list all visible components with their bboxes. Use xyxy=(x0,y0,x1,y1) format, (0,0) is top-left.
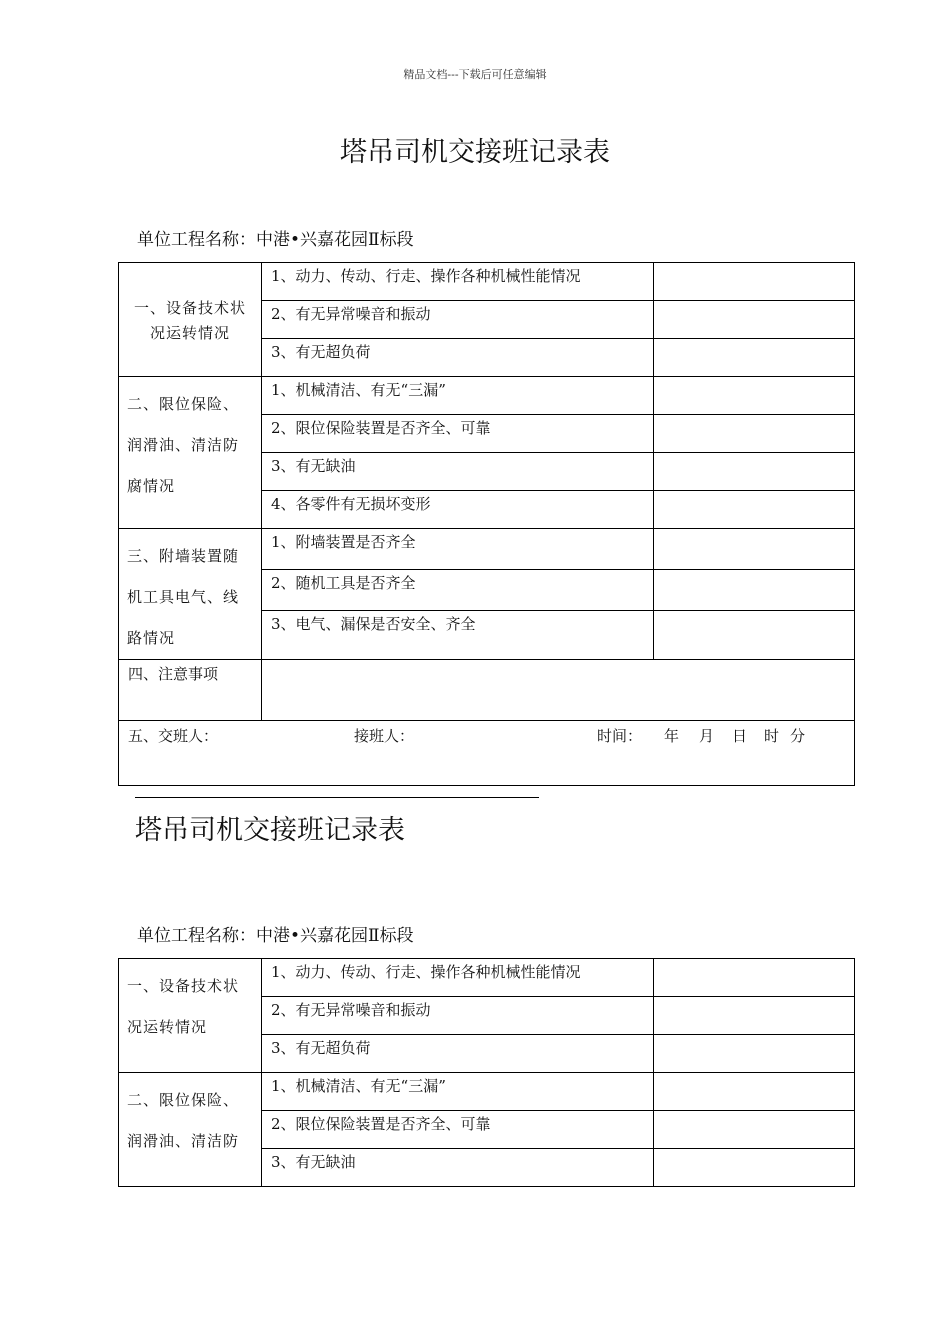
form1-section2-item: 3、有无缺油 xyxy=(262,453,654,491)
minute-label: 分 xyxy=(790,727,806,745)
form1-section1-check-cell[interactable] xyxy=(654,339,855,377)
form1-section1-label: 一、设备技术状况运转情况 xyxy=(119,263,262,377)
form1-section3-check-cell[interactable] xyxy=(654,570,855,611)
form1-section3-item: 2、随机工具是否齐全 xyxy=(262,570,654,611)
form1-section3-item: 3、电气、漏保是否安全、齐全 xyxy=(262,611,654,660)
form2-section1-item: 2、有无异常噪音和振动 xyxy=(262,997,654,1035)
form1-section1-check-cell[interactable] xyxy=(654,301,855,339)
month-label: 月 xyxy=(699,727,715,745)
form1-notes-field[interactable] xyxy=(262,660,855,721)
form2-section2-item: 3、有无缺油 xyxy=(262,1149,654,1187)
day-label: 日 xyxy=(732,727,748,745)
form2-title: 塔吊司机交接班记录表 xyxy=(135,815,405,846)
form1-section3-item: 1、附墙装置是否齐全 xyxy=(262,529,654,570)
form1-section1-item: 1、动力、传动、行走、操作各种机械性能情况 xyxy=(262,263,654,301)
form1-table xyxy=(118,262,855,786)
form1-section1-check-cell[interactable] xyxy=(654,263,855,301)
form1-section3-check-cell[interactable] xyxy=(654,611,855,660)
form2-section2-check-cell[interactable] xyxy=(654,1149,855,1187)
hour-label: 时 xyxy=(764,727,780,745)
form1-section2-item: 2、限位保险装置是否齐全、可靠 xyxy=(262,415,654,453)
form1-section1-item: 2、有无异常噪音和振动 xyxy=(262,301,654,339)
form2-section1-item: 3、有无超负荷 xyxy=(262,1035,654,1073)
form1-section1-item: 3、有无超负荷 xyxy=(262,339,654,377)
form2-section2-item: 1、机械清洁、有无“三漏” xyxy=(262,1073,654,1111)
form1-unit-name: 单位工程名称：中港•兴嘉花园Ⅱ标段 xyxy=(137,230,414,250)
form1-title: 塔吊司机交接班记录表 xyxy=(340,137,610,168)
form1-signature-row xyxy=(119,721,855,786)
form2-section2-label: 二、限位保险、润滑油、清洁防 xyxy=(119,1073,262,1187)
handover-label: 五、交班人： xyxy=(128,727,219,745)
time-label: 时间： xyxy=(597,727,643,745)
header-note: 精品文档---下载后可任意编辑 xyxy=(403,68,547,81)
form1-section2-check-cell[interactable] xyxy=(654,415,855,453)
form1-section2-check-cell[interactable] xyxy=(654,491,855,529)
year-label: 年 xyxy=(664,727,680,745)
form1-section3-check-cell[interactable] xyxy=(654,529,855,570)
form1-section2-check-cell[interactable] xyxy=(654,453,855,491)
form2-section1-label: 一、设备技术状况运转情况 xyxy=(119,959,262,1073)
form2-section1-check-cell[interactable] xyxy=(654,997,855,1035)
form2-section2-check-cell[interactable] xyxy=(654,1073,855,1111)
form2-section2-item: 2、限位保险装置是否齐全、可靠 xyxy=(262,1111,654,1149)
receiver-label: 接班人： xyxy=(354,727,415,745)
form2-section1-check-cell[interactable] xyxy=(654,959,855,997)
form2-section1-check-cell[interactable] xyxy=(654,1035,855,1073)
form2-section1-item: 1、动力、传动、行走、操作各种机械性能情况 xyxy=(262,959,654,997)
separator-line xyxy=(135,797,539,798)
form2-table xyxy=(118,958,855,1187)
form2-section2-check-cell[interactable] xyxy=(654,1111,855,1149)
form1-section2-label: 二、限位保险、润滑油、清洁防腐情况 xyxy=(119,377,262,529)
form1-section4-label: 四、注意事项 xyxy=(119,660,262,721)
form1-section3-label: 三、附墙装置随机工具电气、线路情况 xyxy=(119,529,262,660)
form2-unit-name: 单位工程名称：中港•兴嘉花园Ⅱ标段 xyxy=(137,926,414,946)
form1-section2-item: 1、机械清洁、有无“三漏” xyxy=(262,377,654,415)
form1-section2-check-cell[interactable] xyxy=(654,377,855,415)
form1-section2-item: 4、各零件有无损坏变形 xyxy=(262,491,654,529)
